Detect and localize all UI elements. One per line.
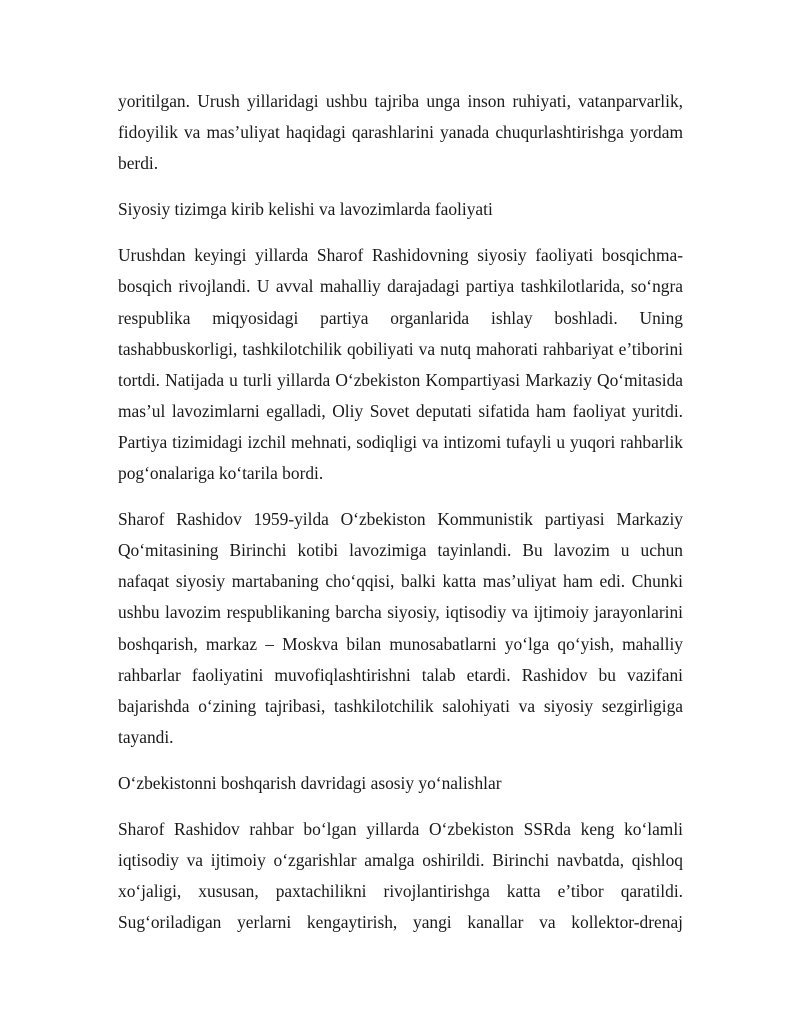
paragraph-intro-continuation: yoritilgan. Urush yillaridagi ushbu tajriba unga inson ruhiyati, vatanparvarlik, fidoyilik va mas’uliyat haqidagi qarashlarini yanada chuqurlashtirishga yordam berdi. <box>118 91 683 174</box>
section-heading-main-directions: O‘zbekistonni boshqarish davridagi asosiy yo‘nalishlar <box>118 772 502 793</box>
section-heading-political-system: Siyosiy tizimga kirib kelishi va lavozimlarda faoliyati <box>118 199 493 220</box>
paragraph-first-secretary: Sharof Rashidov 1959-yilda O‘zbekiston Kommunistik partiyasi Markaziy Qo‘mitasining Birinchi kotibi lavozimiga tayinlandi. Bu lavozim u uchun nafaqat siyosiy martabaning cho‘qqisi, balki katta mas’uliyat ham edi. Chunki ushbu lavozim respublikaning barcha siyosiy, iqtisodiy va ijtimoiy jarayonlarini boshqarish, markaz – Moskva bilan munosabatlarni yo‘lga qo‘yish, mahalliy rahbarlar faoliyatini muvofiqlashtirishni talab etardi. Rashidov bu vazifani bajarishda o‘zining tajribasi, tashkilotchilik salohiyati va siyosiy sezgirligiga tayandi. <box>118 509 683 747</box>
paragraph-economic-changes: Sharof Rashidov rahbar bo‘lgan yillarda O‘zbekiston SSRda keng ko‘lamli iqtisodiy va ijtimoiy o‘zgarishlar amalga oshirildi. Birinchi navbatda, qishloq xo‘jaligi, xususan, paxtachilikni rivojlantirishga katta e’tibor qaratildi. Sug‘oriladigan yerlarni kengaytirish, yangi kanallar va kollektor-drenaj <box>118 818 683 933</box>
document-page <box>118 86 683 953</box>
paragraph-postwar-career: Urushdan keyingi yillarda Sharof Rashidovning siyosiy faoliyati bosqichma-bosqich rivojlandi. U avval mahalliy darajadagi partiya tashkilotlarida, so‘ngra respublika miqyosidagi partiya organlarida ishlay boshladi. Uning tashabbuskorligi, tashkilotchilik qobiliyati va nutq mahorati rahbariyat e’tiborini tortdi. Natijada u turli yillarda O‘zbekiston Kompartiyasi Markaziy Qo‘mitasida mas’ul lavozimlarni egalladi, Oliy Sovet deputati sifatida ham faoliyat yuritdi. Partiya tizimidagi izchil mehnati, sodiqligi va intizomi tufayli u yuqori rahbarlik pog‘onalariga ko‘tarila bordi. <box>118 245 683 484</box>
